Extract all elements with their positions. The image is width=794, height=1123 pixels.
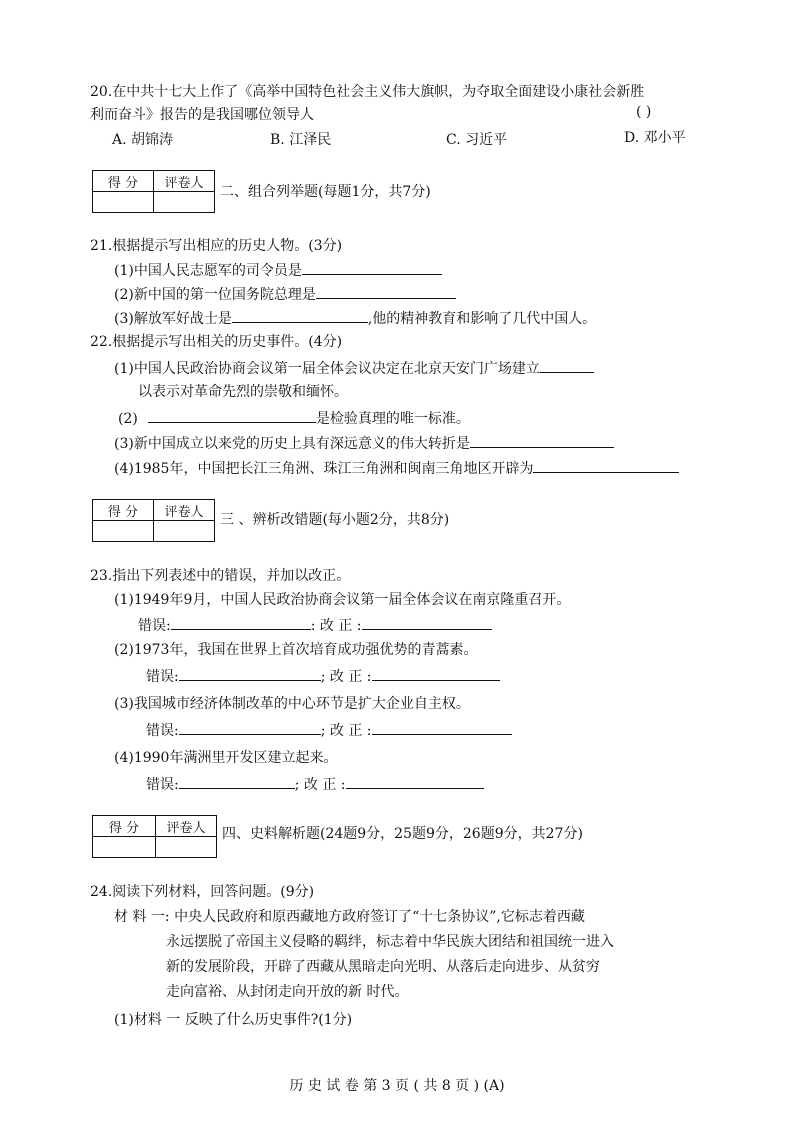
q22-item2-text: 是检验真理的唯一标准。 bbox=[315, 411, 470, 427]
score-cell[interactable] bbox=[93, 521, 154, 542]
q22-item4 bbox=[114, 458, 679, 479]
q23-error-blank-4[interactable] bbox=[179, 774, 295, 789]
grader-cell[interactable] bbox=[156, 837, 217, 858]
q23-error-label-2: 错误: bbox=[146, 669, 179, 685]
q22-item2-num: (2) bbox=[118, 411, 138, 427]
q20-stem-line1: 20.在中共十七大上作了《高举中国特色社会主义伟大旗帜，为夺取全面建设小康社会新胜 bbox=[90, 84, 645, 100]
q22-blank3[interactable] bbox=[470, 433, 614, 448]
q21-stem: 21.根据提示写出相应的历史人物。(3分) bbox=[90, 238, 343, 254]
score-cell[interactable] bbox=[93, 837, 156, 858]
q21-item3-text-a: (3)解放军好战士是 bbox=[114, 311, 232, 327]
page-footer: 历 史 试 卷 第 3 页 ( 共 8 页 ) (A) bbox=[289, 1078, 505, 1094]
q22-blank2[interactable] bbox=[148, 408, 316, 423]
section2-title: 二、组合列举题(每题1分，共7分) bbox=[220, 184, 431, 200]
q21-blank1[interactable] bbox=[302, 260, 442, 275]
grader-cell[interactable] bbox=[154, 521, 215, 542]
q23-item3: (3)我国城市经济体制改革的中心环节是扩大企业自主权。 bbox=[114, 696, 470, 712]
q22-stem: 22.根据提示写出相关的历史事件。(4分) bbox=[90, 334, 343, 350]
score-header: 得 分 bbox=[93, 171, 154, 192]
score-table-sec3 bbox=[92, 499, 215, 542]
q23-fix-blank-3[interactable] bbox=[372, 720, 512, 735]
q24-material-line4: 走向富裕、从封闭走向开放的新 时代。 bbox=[166, 984, 409, 1000]
score-cell[interactable] bbox=[93, 192, 154, 213]
q23-fix-label-3: ; 改 正 : bbox=[320, 723, 372, 739]
score-table-sec2 bbox=[92, 170, 215, 213]
grader-header: 评卷人 bbox=[154, 171, 215, 192]
q21-item1 bbox=[114, 260, 442, 281]
q22-blank4[interactable] bbox=[533, 458, 679, 473]
q23-item1-answer bbox=[138, 615, 492, 636]
q23-error-blank-2[interactable] bbox=[179, 666, 321, 681]
q23-error-label-1: 错误: bbox=[138, 618, 171, 634]
q23-error-blank-3[interactable] bbox=[179, 720, 321, 735]
q21-blank2[interactable] bbox=[316, 284, 456, 299]
q23-item3-answer bbox=[146, 720, 512, 741]
q23-item2-answer bbox=[146, 666, 500, 687]
score-header: 得 分 bbox=[93, 816, 156, 837]
q22-blank1[interactable] bbox=[540, 358, 594, 373]
q24-material-line1: 材 料 一: 中央人民政府和原西藏地方政府签订了“十七条协议”,它标志着西藏 bbox=[114, 909, 585, 925]
q23-error-blank-1[interactable] bbox=[171, 615, 311, 630]
q23-fix-blank-1[interactable] bbox=[362, 615, 492, 630]
q21-item3 bbox=[114, 308, 596, 329]
q23-item2: (2)1973年，我国在世界上首次培育成功强优势的青蒿素。 bbox=[114, 642, 478, 658]
q24-stem: 24.阅读下列材料，回答问题。(9分) bbox=[90, 884, 315, 900]
grader-header: 评卷人 bbox=[154, 500, 215, 521]
grader-cell[interactable] bbox=[154, 192, 215, 213]
q24-material-line3: 新的发展阶段，开辟了西藏从黑暗走向光明、从落后走向进步、从贫穷 bbox=[166, 959, 600, 975]
score-header: 得 分 bbox=[93, 500, 154, 521]
q20-option-d: D. 邓小平 bbox=[624, 130, 686, 146]
q22-item1-text: (1)中国人民政治协商会议第一届全体会议决定在北京天安门广场建立 bbox=[114, 361, 540, 377]
q23-item1: (1)1949年9月，中国人民政治协商会议第一届全体会议在南京隆重召开。 bbox=[114, 592, 571, 608]
q24-material-line2: 永远摆脱了帝国主义侵略的羁绊，标志着中华民族大团结和祖国统一进入 bbox=[166, 934, 614, 950]
q23-fix-label-1: : 改 正 : bbox=[310, 618, 362, 634]
q22-item2 bbox=[118, 408, 470, 429]
q21-blank3[interactable] bbox=[232, 308, 368, 323]
grader-header: 评卷人 bbox=[156, 816, 217, 837]
q22-item3 bbox=[114, 433, 614, 454]
q20-option-c: C. 习近平 bbox=[446, 132, 508, 148]
q20-stem-line2: 利而奋斗》报告的是我国哪位领导人 bbox=[90, 107, 314, 123]
q20-option-a: A. 胡锦涛 bbox=[112, 132, 174, 148]
q22-item4-text: (4)1985年，中国把长江三角洲、珠江三角洲和闽南三角地区开辟为 bbox=[114, 461, 534, 477]
q20-answer-paren[interactable]: ( ) bbox=[636, 104, 652, 120]
q23-stem: 23.指出下列表述中的错误，并加以改正。 bbox=[90, 568, 351, 584]
q23-fix-blank-4[interactable] bbox=[346, 774, 484, 789]
q21-item1-text: (1)中国人民志愿军的司令员是 bbox=[114, 263, 302, 279]
q22-item1-cont: 以表示对革命先烈的崇敬和缅怀。 bbox=[138, 384, 348, 400]
q22-item3-text: (3)新中国成立以来党的历史上具有深远意义的伟大转折是 bbox=[114, 436, 470, 452]
section4-title: 四、史料解析题(24题9分，25题9分，26题9分，共27分) bbox=[222, 826, 583, 842]
q21-item2-text: (2)新中国的第一位国务院总理是 bbox=[114, 287, 316, 303]
q20-option-b: B. 江泽民 bbox=[270, 132, 332, 148]
q21-item3-text-b: ,他的精神教育和影响了几代中国人。 bbox=[367, 311, 597, 327]
q22-item1 bbox=[114, 358, 594, 379]
section3-title: 三 、辨析改错题(每小题2分，共8分) bbox=[220, 512, 450, 528]
q23-fix-blank-2[interactable] bbox=[372, 666, 500, 681]
q23-error-label-4: 错误: bbox=[146, 777, 179, 793]
q23-error-label-3: 错误: bbox=[146, 723, 179, 739]
q21-item2 bbox=[114, 284, 456, 305]
q23-item4: (4)1990年满洲里开发区建立起来。 bbox=[114, 750, 338, 766]
q23-fix-label-2: ; 改 正 : bbox=[320, 669, 372, 685]
q23-item4-answer bbox=[146, 774, 484, 795]
q24-sub1: (1)材料 一 反映了什么历史事件?(1分) bbox=[114, 1012, 353, 1028]
score-table-sec4 bbox=[92, 815, 217, 858]
q23-fix-label-4: ; 改 正 : bbox=[294, 777, 346, 793]
